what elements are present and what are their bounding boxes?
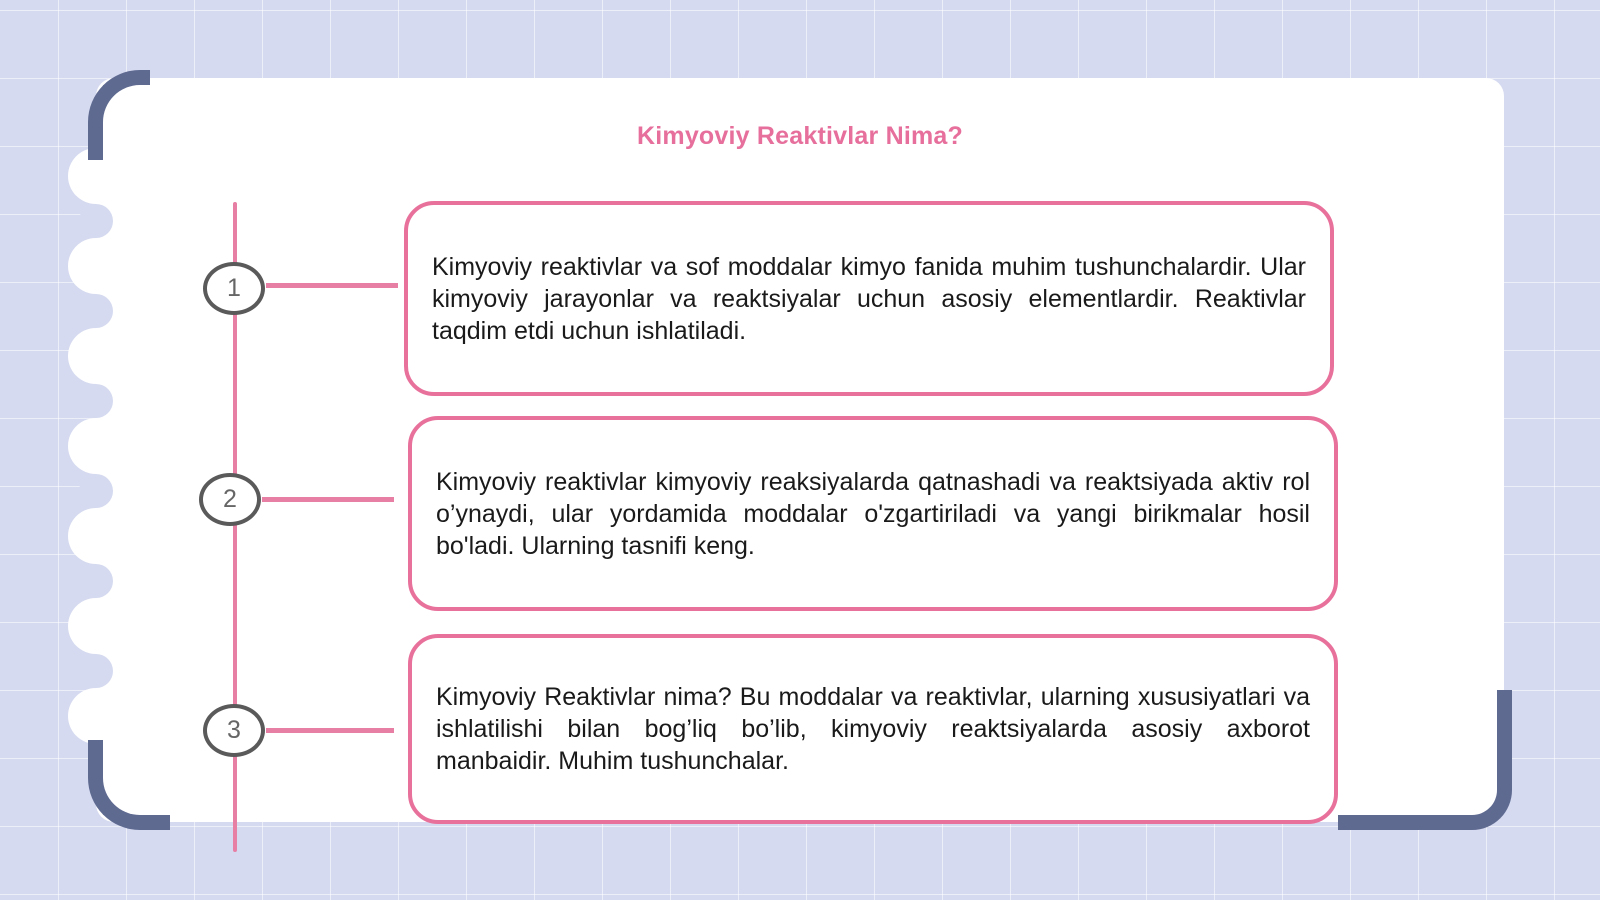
step-number-1: 1: [203, 262, 265, 315]
info-card-text-1: Kimyoviy reaktivlar va sof moddalar kimyo fanida muhim tushunchalardir. Ular kimyoviy jarayonlar va reaktsiyalar uchun asosiy elementlardir. Reaktivlar taqdim etdi uchun ishlatiladi.: [432, 252, 1306, 345]
timeline-connector-1: [266, 283, 398, 288]
slide-title: Kimyoviy Reaktivlar Nima?: [637, 122, 963, 150]
info-card-text-2: Kimyoviy reaktivlar kimyoviy reaksiyalarda qatnashadi va reaktsiyada aktiv rol o’ynaydi, ular yordamida moddalar o'zgartiriladi va yangi birikmalar hosil bo'ladi. Ularning tasnifi keng.: [436, 467, 1310, 560]
timeline-connector-2: [262, 497, 394, 502]
info-card-text-3: Kimyoviy Reaktivlar nima? Bu moddalar va reaktivlar, ularning xususiyatlari va ishlatilishi bilan bog’liq bo’lib, kimyoviy reaktsiyalarda asosiy axborot manbaidir. Muhim tushunchalar.: [436, 683, 1310, 775]
info-card-1: [404, 201, 1334, 396]
info-card-2: [408, 416, 1338, 611]
step-number-2: 2: [199, 473, 261, 526]
timeline-connector-3: [266, 728, 394, 733]
info-card-3: [408, 634, 1338, 824]
corner-bracket-bottom-right: [1338, 690, 1512, 830]
step-number-3: 3: [203, 704, 265, 757]
